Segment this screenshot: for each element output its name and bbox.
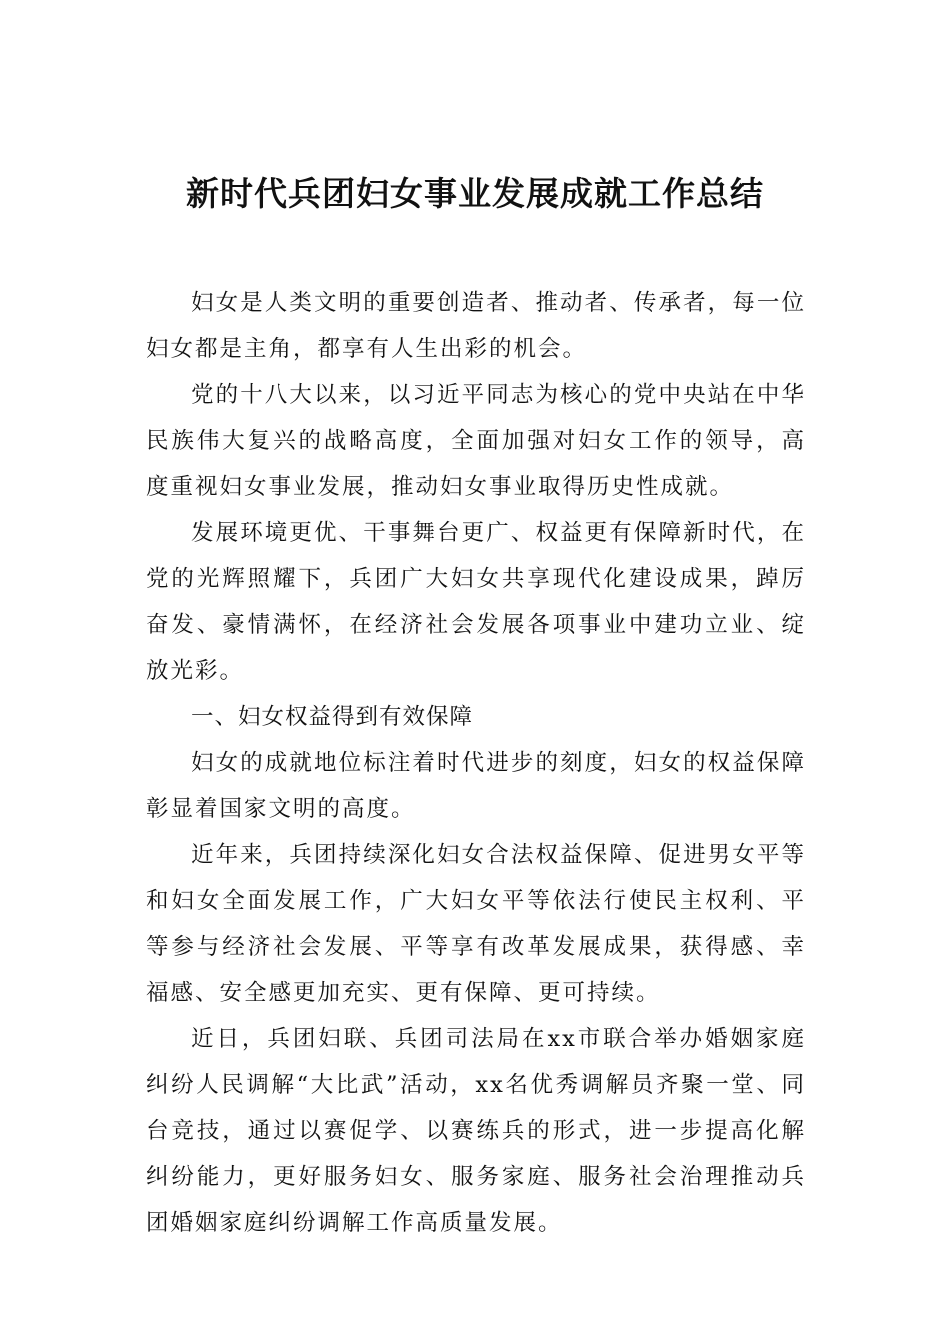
section-heading-1: 一、妇女权益得到有效保障 bbox=[191, 704, 474, 730]
paragraph-intro-1: 妇女是人类文明的重要创造者、推动者、传承者，每一位妇女都是主角，都享有人生出彩的机会。 bbox=[146, 290, 806, 362]
paragraph-intro-2: 党的十八大以来，以习近平同志为核心的党中央站在中华民族伟大复兴的战略高度，全面加强对妇女工作的领导，高度重视妇女事业发展，推动妇女事业取得历史性成就。 bbox=[146, 382, 806, 500]
section1-paragraph-2: 近年来，兵团持续深化妇女合法权益保障、促进男女平等和妇女全面发展工作，广大妇女平等依法行使民主权利、平等参与经济社会发展、平等享有改革发展成果，获得感、幸福感、安全感更加充实、更有保障、更可持续。 bbox=[146, 842, 806, 1006]
document-title: 新时代兵团妇女事业发展成就工作总结 bbox=[186, 174, 764, 213]
section1-paragraph-1: 妇女的成就地位标注着时代进步的刻度，妇女的权益保障彰显着国家文明的高度。 bbox=[146, 750, 806, 822]
section1-paragraph-3: 近日，兵团妇联、兵团司法局在xx市联合举办婚姻家庭纠纷人民调解“大比武”活动，xx名优秀调解员齐聚一堂、同台竞技，通过以赛促学、以赛练兵的形式，进一步提高化解纠纷能力，更好服务妇女、服务家庭、服务社会治理推动兵团婚姻家庭纠纷调解工作高质量发展。 bbox=[146, 1026, 806, 1236]
document-body bbox=[146, 280, 806, 1246]
paragraph-intro-3: 发展环境更优、干事舞台更广、权益更有保障新时代，在党的光辉照耀下，兵团广大妇女共享现代化建设成果，踔厉奋发、豪情满怀，在经济社会发展各项事业中建功立业、绽放光彩。 bbox=[146, 520, 806, 684]
